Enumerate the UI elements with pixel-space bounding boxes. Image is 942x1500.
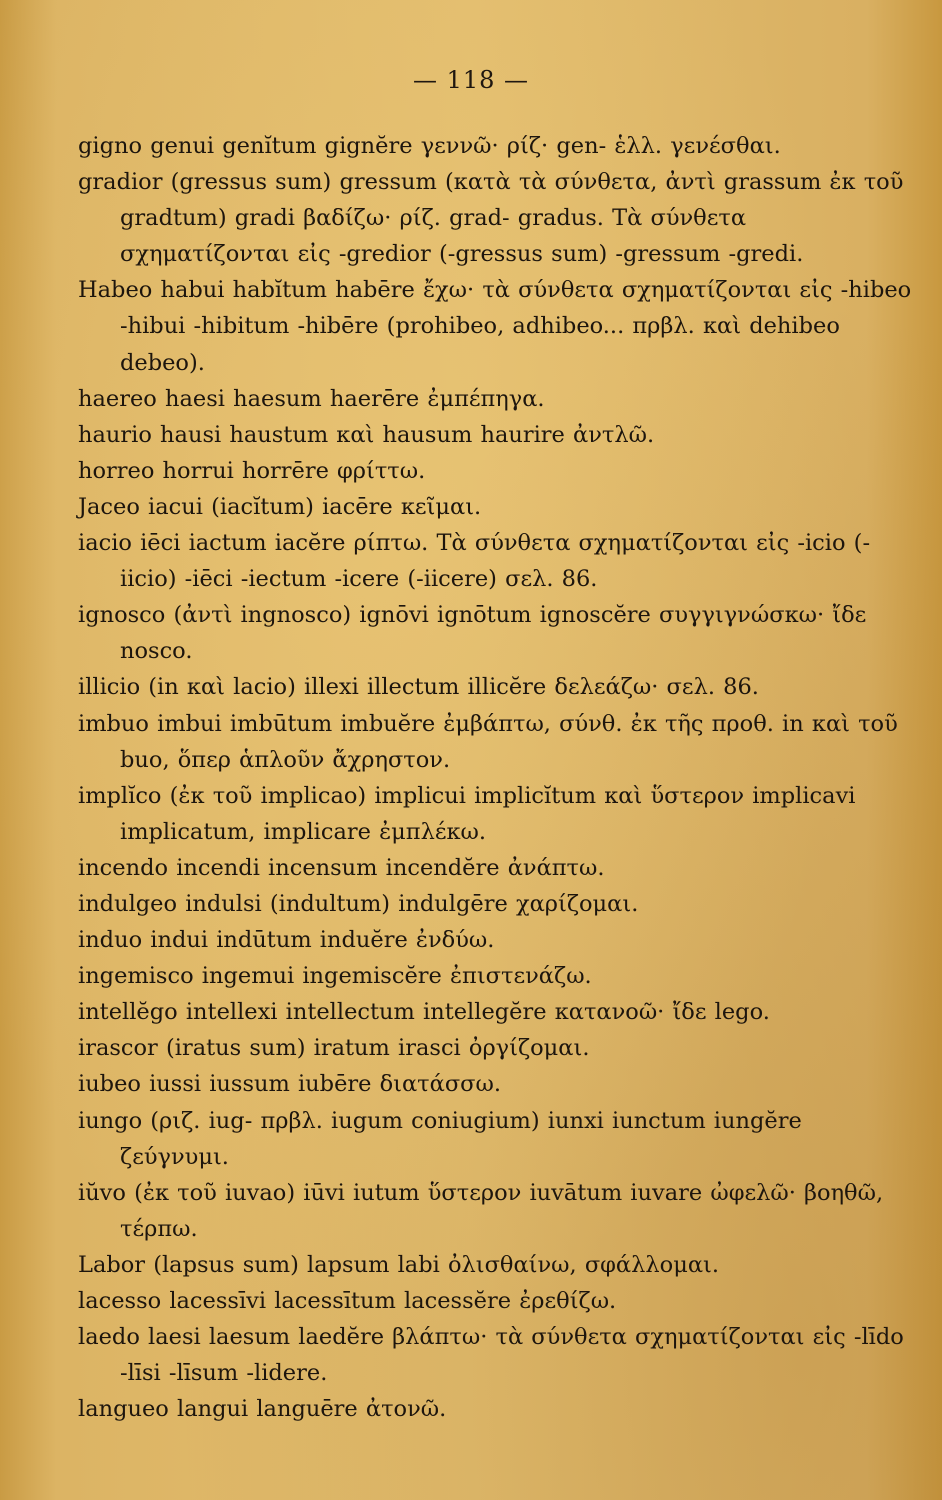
entry-induo: induo indui indūtum induĕre ἐνδύω. xyxy=(78,927,495,954)
dictionary-entries xyxy=(78,128,914,1427)
entry-iacio: iacio iēci iactum iacĕre ρίπτω. Τὰ σύνθετα σχηματίζονται εἰς -icio (-iicio) -iēci -iectum -icere (-iicere) σελ. 86. xyxy=(78,530,871,593)
entry-implico: implĭco (ἐκ τοῦ implicao) implicui implicĭtum καὶ ὕστερον implicavi implicatum, implicare ἐμπλέκω. xyxy=(78,782,856,845)
entry-horreo: horreo horrui horrēre φρίττω. xyxy=(78,457,426,484)
entry-gradior: gradior (gressus sum) gressum (κατὰ τὰ σύνθετα, ἀντὶ grassum ἐκ τοῦ gradtum) gradi βαδίζω· ρίζ. grad- gradus. Τὰ σύνθετα σχηματίζονται εἰς -gredior (-gressus sum) -gressum -gredi. xyxy=(78,169,904,268)
entry-iungo: iungo (ριζ. iug- πρβλ. iugum coniugium) iunxi iunctum iungĕre ζεύγνυμι. xyxy=(78,1107,802,1170)
entry-illicio: illicio (in καὶ lacio) illexi illectum illicĕre δελεάζω· σελ. 86. xyxy=(78,674,759,701)
entry-intellego: intellĕgo intellexi intellectum intellegĕre κατανοῶ· ἴδε lego. xyxy=(78,999,770,1026)
entry-ingemisco: ingemisco ingemui ingemiscĕre ἐπιστενάζω. xyxy=(78,963,592,990)
entry-laedo: laedo laesi laesum laedĕre βλάπτω· τὰ σύνθετα σχηματίζονται εἰς -līdo -līsi -līsum -lidere. xyxy=(78,1324,904,1387)
entry-langueo: langueo langui languēre ἀτονῶ. xyxy=(78,1396,447,1423)
entry-labor: Labor (lapsus sum) lapsum labi ὀλισθαίνω, σφάλλομαι. xyxy=(78,1251,719,1278)
entry-haereo: haereo haesi haesum haerēre ἐμπέπηγα. xyxy=(78,385,545,412)
entry-indulgeo: indulgeo indulsi (indultum) indulgēre χαρίζομαι. xyxy=(78,890,639,917)
entry-imbuo: imbuo imbui imbūtum imbuĕre ἐμβάπτω, σύνθ. ἐκ τῆς προθ. in καὶ τοῦ buo, ὅπερ ἁπλοῦν ἄχρηστον. xyxy=(78,710,898,773)
entry-iuvo: iŭvo (ἐκ τοῦ iuvao) iūvi iutum ὕστερον iuvātum iuvare ὠφελῶ· βοηθῶ, τέρπω. xyxy=(78,1179,884,1242)
entry-gigno: gigno genui genĭtum gignĕre γεννῶ· ρίζ· gen- ἑλλ. γενέσθαι. xyxy=(78,133,781,159)
entry-haurio: haurio hausi haustum καὶ hausum haurire ἀντλῶ. xyxy=(78,421,655,448)
entry-iubeo: iubeo iussi iussum iubēre διατάσσω. xyxy=(78,1071,502,1098)
entry-habeo: Habeo habui habĭtum habēre ἔχω· τὰ σύνθετα σχηματίζονται εἰς -hibeo -hibui -hibitum -hibēre (prohibeo, adhibeo... πρβλ. καὶ dehibeo debeo). xyxy=(78,277,912,376)
entry-irascor: irascor (iratus sum) iratum irasci ὀργίζομαι. xyxy=(78,1035,590,1062)
page-number: — 118 — xyxy=(412,66,530,94)
entry-incendo: incendo incendi incensum incendĕre ἀνάπτω. xyxy=(78,854,605,881)
entry-jaceo: Jaceo iacui (iacĭtum) iacēre κεῖμαι. xyxy=(78,493,482,520)
entry-ignosco: ignosco (ἀντὶ ingnosco) ignōvi ignōtum ignoscĕre συγγιγνώσκω· ἴδε nosco. xyxy=(78,602,867,665)
entry-lacesso: lacesso lacessīvi lacessītum lacessĕre ἐρεθίζω. xyxy=(78,1288,617,1314)
